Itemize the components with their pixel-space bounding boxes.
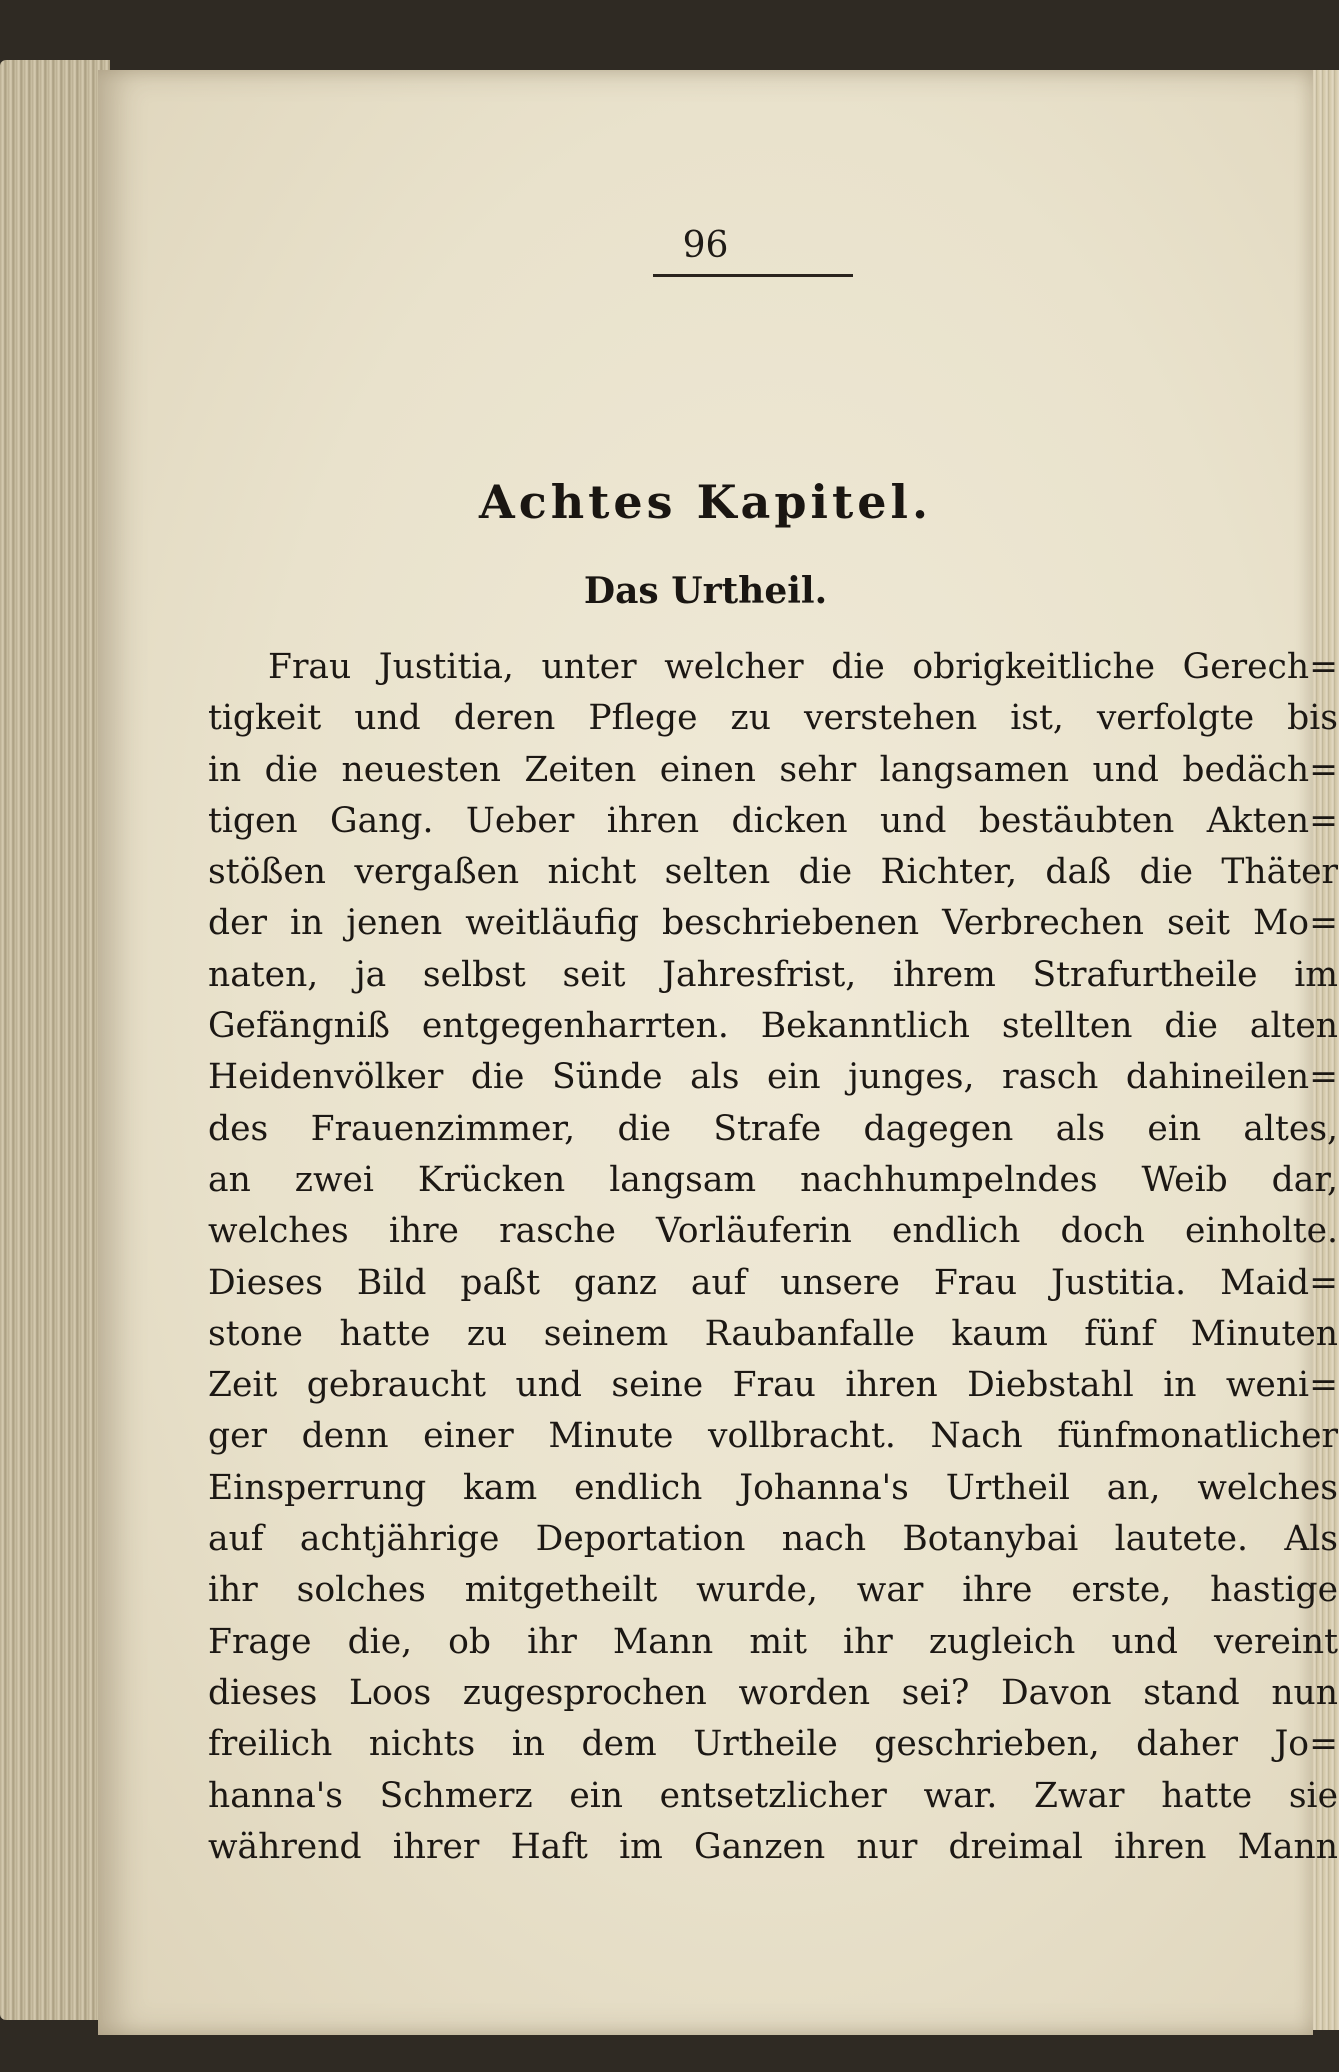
text-line: Heidenvölker die Sünde als ein junges, rasch dahineilen= [208, 1057, 1338, 1098]
text-line: in die neuesten Zeiten einen sehr langsamen und bedäch= [208, 749, 1338, 790]
text-line: Gefängniß entgegenharrten. Bekanntlich stellten die alten [208, 1006, 1338, 1047]
text-line: freilich nichts in dem Urtheile geschrieben, daher Jo= [208, 1724, 1338, 1765]
text-line: Dieses Bild paßt ganz auf unsere Frau Justitia. Maid= [208, 1262, 1338, 1303]
text-line: dieses Loos zugesprochen worden sei? Davon stand nun [208, 1672, 1338, 1713]
text-line: tigkeit und deren Pflege zu verstehen ist, verfolgte bis [208, 698, 1338, 739]
text-line: Frau Justitia, unter welcher die obrigkeitliche Gerech= [268, 647, 1338, 687]
text-line: welches ihre rasche Vorläuferin endlich doch einholte. [208, 1211, 1338, 1252]
text-line: stone hatte zu seinem Raubanfalle kaum fünf Minuten [208, 1313, 1338, 1354]
text-line: Einsperrung kam endlich Johanna's Urtheil an, welches [208, 1467, 1338, 1508]
text-line: auf achtjährige Deportation nach Botanybai lautete. Als [208, 1519, 1338, 1560]
body-text [208, 642, 1338, 1873]
text-line: Frage die, ob ihr Mann mit ihr zugleich und vereint [208, 1621, 1338, 1662]
text-line: stößen vergaßen nicht selten die Richter, daß die Thäter [208, 852, 1338, 893]
text-line: naten, ja selbst seit Jahresfrist, ihrem Strafurtheile im [208, 954, 1338, 995]
section-title: Das Urtheil. [583, 570, 828, 612]
chapter-title: Achtes Kapitel. [479, 475, 932, 529]
text-line: der in jenen weitläufig beschriebenen Verbrechen seit Mo= [208, 903, 1338, 944]
page-number: 96 [682, 225, 729, 266]
header-rule [653, 274, 853, 277]
text-line: ger denn einer Minute vollbracht. Nach fünfmonatlicher [208, 1416, 1338, 1457]
left-page-edges [0, 60, 110, 2020]
text-line: tigen Gang. Ueber ihren dicken und bestäubten Akten= [208, 800, 1338, 841]
book-page [98, 70, 1338, 2035]
text-line: hanna's Schmerz ein entsetzlicher war. Zwar hatte sie [208, 1775, 1338, 1816]
text-line: ihr solches mitgetheilt wurde, war ihre erste, hastige [208, 1570, 1338, 1611]
text-line: des Frauenzimmer, die Strafe dagegen als ein altes, [208, 1108, 1338, 1149]
text-line: an zwei Krücken langsam nachhumpelndes Weib dar, [208, 1159, 1338, 1200]
text-line: Zeit gebraucht und seine Frau ihren Diebstahl in weni= [208, 1365, 1338, 1406]
text-line: während ihrer Haft im Ganzen nur dreimal ihren Mann [208, 1826, 1338, 1867]
